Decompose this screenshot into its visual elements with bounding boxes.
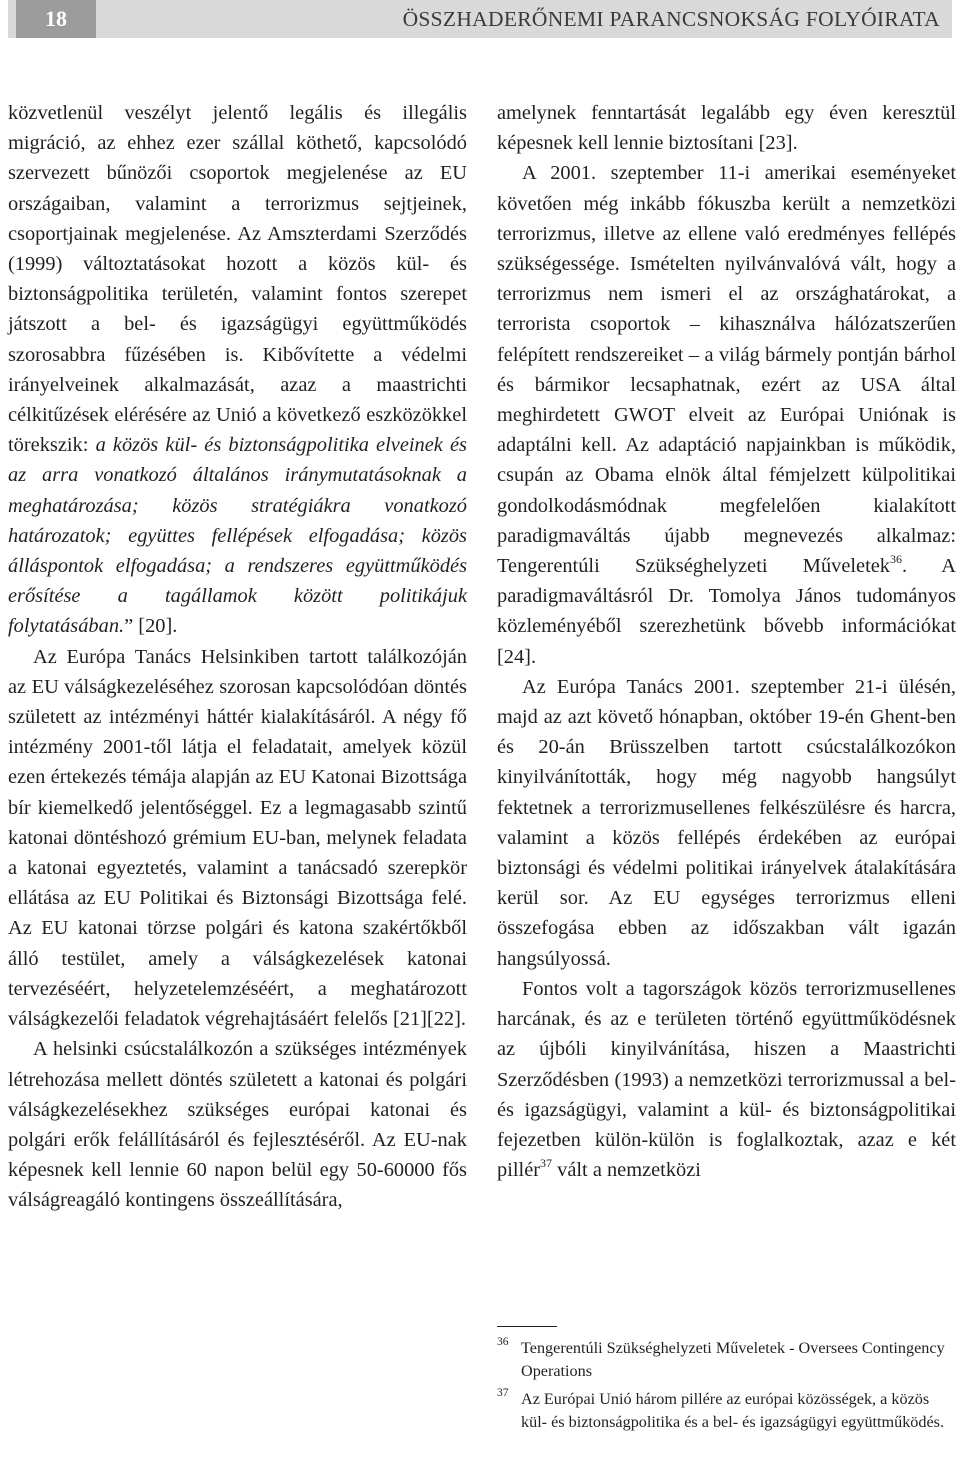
left-paragraph-2: Az Európa Tanács Helsinkiben tartott találkozóján az EU válságkezeléséhez szorosan kapcsolódóan döntés született az intézményi háttér kialakításáról. A négy fő intézmény 2001-től látja el feladatait, amelyek közül ezen értekezés témája alapján az EU Katonai Bizottsága bír kiemelkedő jelentőséggel. Ez a legmagasabb szintű katonai döntéshozó grémium EU-ban, melynek feladata a katonai egyeztetés, valamint a tanácsadó szerepkör ellátása az EU Politikai és Biztonsági Bizottsága felé. Az EU katonai törzse polgári és katona szakértőkből álló testület, amely a válságkezelések katonai tervezéséért, helyzetelemzéséért, a meghatározott válságkezelői feladatok végrehajtásáért felelős [21][22].	[8, 645, 467, 1031]
right-paragraph-3: Az Európa Tanács 2001. szeptember 21-i ülésén, majd az azt követő hónapban, október 19-én Ghent-ben és 20-án Brüsszelben tartott csúcstalálkozókon kinyilvánították, hogy még nagyobb hangsúlyt fektetnek a terrorizmusellenes felkészülésre és harcra, valamint a közös fellépés érdekében az európai biztonsági és védelmi politikai irányelvek átalakítására kerül sor. Az EU egységes terrorizmus elleni összefogása ebben az időszakban vált igazán hangsúlyossá.	[497, 675, 956, 970]
footnote-36	[497, 1337, 956, 1382]
footnote-ref-36[interactable]: 36	[890, 552, 903, 567]
footnote-number: 37	[497, 1387, 509, 1399]
right-column	[497, 98, 956, 1185]
left-column	[8, 98, 467, 1216]
footnote-text: Az Európai Unió három pillére az európai közösségek, a közös kül- és biztonságpolitika és a bel- és igazságügyi együttműködés.	[521, 1390, 945, 1431]
left-p1-citation: ” [20].	[124, 615, 178, 638]
page-header	[8, 0, 952, 38]
right-p2-text: A 2001. szeptember 11-i amerikai eseményeket követően még inkább fókuszba került a nemzetközi terrorizmus, illetve az ellene való eredményes fellépés szükségessége. Ismételten nyilvánvalóvá vált, hogy a terrorizmus nem ismeri el az országhatárokat, a terrorista csoportok – kihasználva hálózatszerűen felépített rendszereiket – a világ bármely pontján bárhol és bármikor lecsaphatnak, ezért az USA által meghirdetett GWOT elveit az Európai Uniónak is adaptálni kell. Az adaptáció napjainkban is működik, csupán az Obama elnök által fémjelzett külpolitikai gondolkodásmódnak megfelelően kialakított paradigmaváltás újabb megnevezés alkalmaz: Tengerentúli Szükséghelyzeti Műveletek	[497, 162, 956, 578]
footnote-37	[497, 1388, 956, 1433]
footnote-divider	[497, 1326, 557, 1327]
right-paragraph-2	[497, 158, 956, 671]
left-paragraph-3: A helsinki csúcstalálkozón a szükséges intézmények létrehozása mellett döntés született a katonai és polgári válságkezelésekhez szükséges európai katonai és polgári erők felállításáról és fejlesztéséről. Az EU-nak képesnek kell lennie 60 napon belül egy 50-60000 fős válságreagáló kontingens összeállítására,	[8, 1038, 467, 1212]
left-paragraph-1	[8, 98, 467, 642]
page-number: 18	[16, 0, 96, 38]
left-p1-text: közvetlenül veszélyt jelentő legális és illegális migráció, az ehhez ezer szállal köthető, kapcsolódó szervezett bűnözői csoportok megjelenése az EU országaiban, valamint a terrorizmus sejtjeinek, csoportjainak megjelenése. Az Amszterdami Szerződés (1999) változtatásokat hozott a közös kül- és biztonságpolitika területén, valamint fontos szerepet játszott a bel- és igazságügyi együttműködés szorosabbra fűzésében is. Kibővítette a védelmi irányelveinek alkalmazását, azaz a maastrichti célkitűzések elérésére az Unió a következő eszközökkel törekszik:	[8, 102, 467, 457]
footnotes	[497, 1337, 956, 1439]
right-p4-text: Fontos volt a tagországok közös terrorizmusellenes harcának, és az e területen történő együttműködésnek az újbóli kinyilvánítása, hiszen a Maastrichti Szerződésben (1993) a nemzetközi terrorizmussal a bel- és igazságügyi, valamint a kül- és biztonságpolitikai fejezetben külön-külön is foglalkoztak, azaz e két pillér	[497, 977, 956, 1182]
right-p4-end: vált a nemzetközi	[552, 1159, 701, 1182]
right-p2-end: . A paradigmaváltásról Dr. Tomolya János tudományos közleményéből szerezhetünk bővebb információkat [24].	[497, 555, 956, 668]
footnote-number: 36	[497, 1336, 509, 1348]
left-p1-italic-quote: a közös kül- és biztonságpolitika elveinek és az arra vonatkozó általános iránymutatásoknak a meghatározása; közös stratégiákra vonatkozó határozatok; együttes fellépések elfogadása; közös álláspontok elfogadása; a rendszeres együttműködés erősítése a tagállamok között politikájuk folytatásában.	[8, 434, 467, 638]
footnote-text: Tengerentúli Szükséghelyzeti Műveletek - Oversees Contingency Operations	[521, 1339, 945, 1380]
journal-title: ÖSSZHADERŐNEMI PARANCSNOKSÁG FOLYÓIRATA	[402, 7, 940, 31]
right-paragraph-4	[497, 974, 956, 1185]
right-paragraph-1: amelynek fenntartását legalább egy éven keresztül képesnek kell lennie biztosítani [23].	[497, 102, 956, 155]
footnote-ref-37[interactable]: 37	[540, 1156, 553, 1171]
